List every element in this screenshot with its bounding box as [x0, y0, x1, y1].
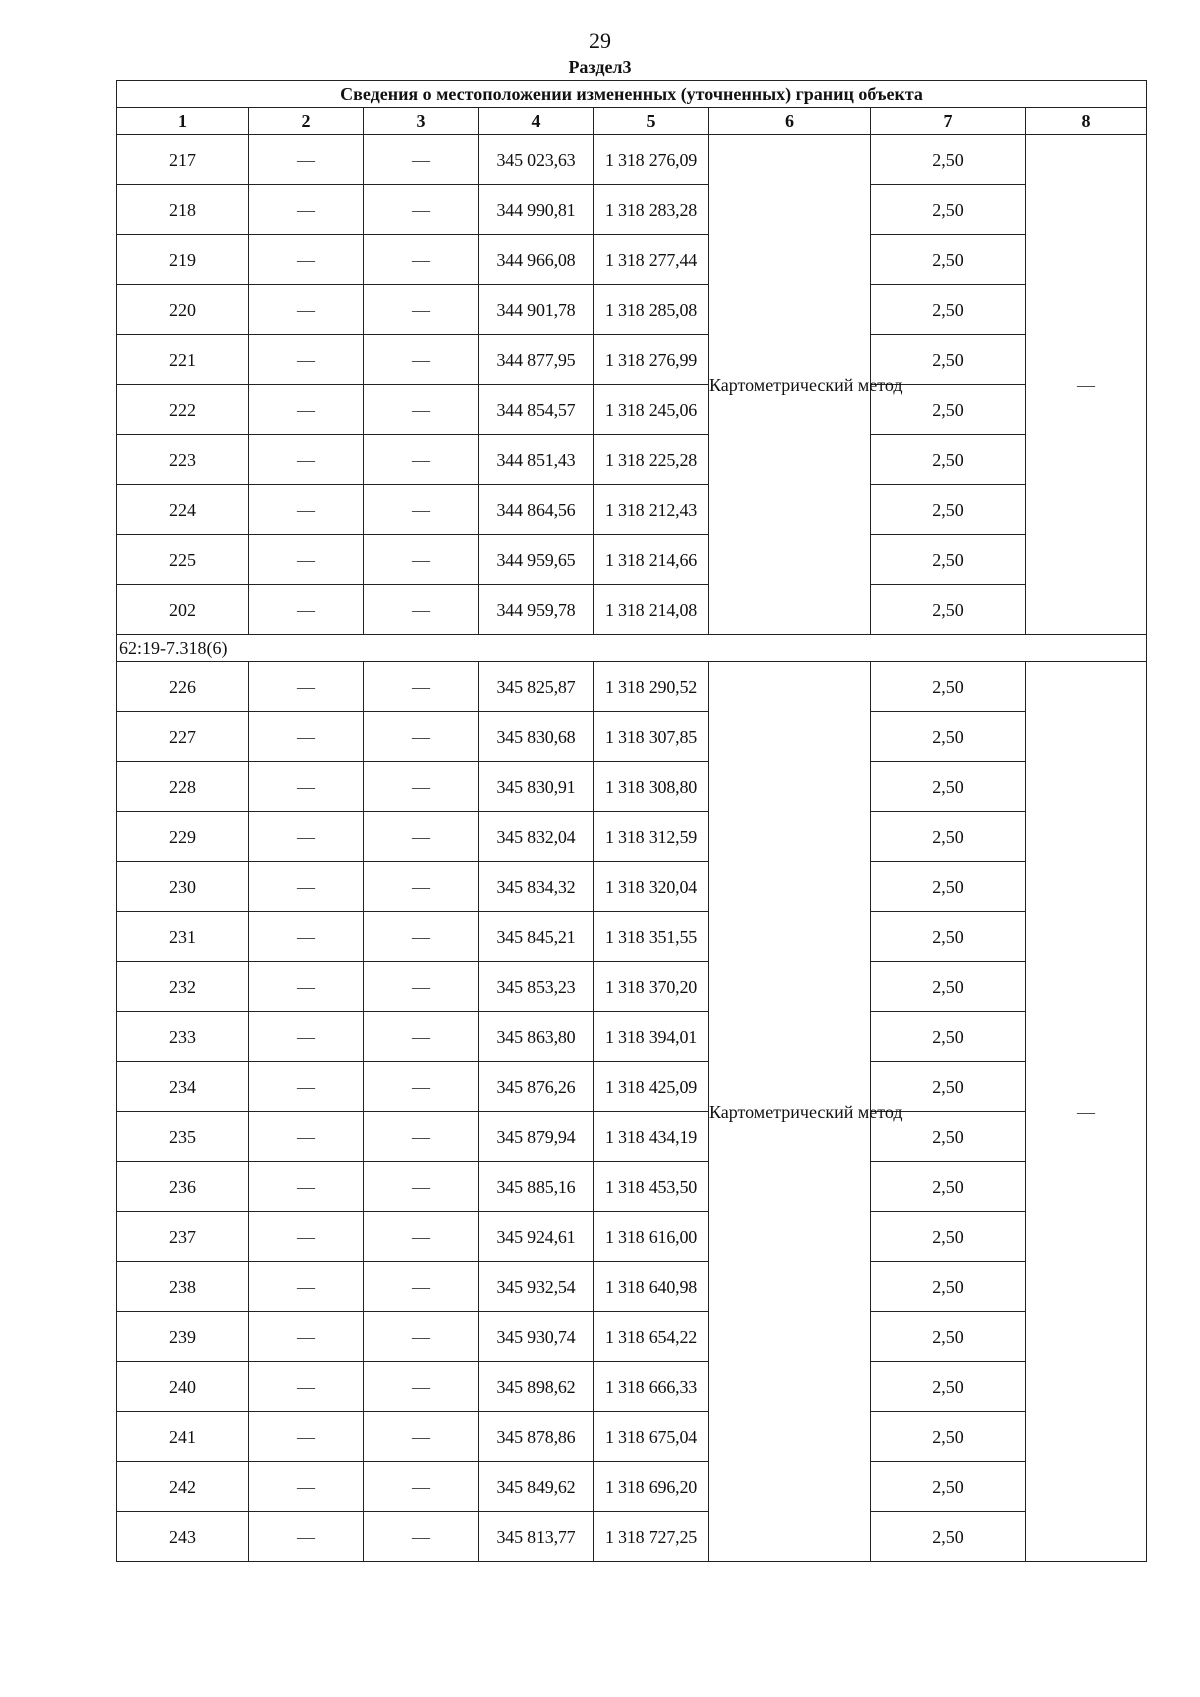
coordinate-y-cell: 1 318 312,59 [594, 812, 709, 862]
table-row [117, 585, 1147, 635]
table-row [117, 1312, 1147, 1362]
coordinate-y-cell: 1 318 245,06 [594, 385, 709, 435]
coordinate-y-cell: 1 318 654,22 [594, 1312, 709, 1362]
accuracy-cell: 2,50 [871, 1262, 1026, 1312]
table-row [117, 862, 1147, 912]
accuracy-cell: 2,50 [871, 1312, 1026, 1362]
column-header: 2 [249, 108, 364, 135]
dash-cell: — [364, 135, 479, 185]
accuracy-cell: 2,50 [871, 962, 1026, 1012]
column-header: 8 [1026, 108, 1147, 135]
point-number-cell: 202 [117, 585, 249, 635]
dash-cell: — [364, 1362, 479, 1412]
accuracy-cell: 2,50 [871, 712, 1026, 762]
method-cell: Картометрический метод [709, 135, 871, 635]
dash-cell: — [249, 1462, 364, 1512]
point-number-cell: 217 [117, 135, 249, 185]
coordinate-y-cell: 1 318 212,43 [594, 485, 709, 535]
table-row [117, 435, 1147, 485]
dash-cell: — [364, 285, 479, 335]
dash-cell: — [364, 185, 479, 235]
table-row [117, 1262, 1147, 1312]
coordinate-x-cell: 344 990,81 [479, 185, 594, 235]
point-number-cell: 227 [117, 712, 249, 762]
coordinate-x-cell: 345 023,63 [479, 135, 594, 185]
point-number-cell: 231 [117, 912, 249, 962]
table-row [117, 1012, 1147, 1062]
coordinate-x-cell: 344 959,65 [479, 535, 594, 585]
coordinate-x-cell: 345 832,04 [479, 812, 594, 862]
accuracy-cell: 2,50 [871, 285, 1026, 335]
column-header: 1 [117, 108, 249, 135]
coordinate-y-cell: 1 318 307,85 [594, 712, 709, 762]
table-row [117, 1162, 1147, 1212]
point-number-cell: 240 [117, 1362, 249, 1412]
dash-cell: — [364, 662, 479, 712]
coordinate-y-cell: 1 318 394,01 [594, 1012, 709, 1062]
column-header: 3 [364, 108, 479, 135]
accuracy-cell: 2,50 [871, 912, 1026, 962]
column-header: 5 [594, 108, 709, 135]
accuracy-cell: 2,50 [871, 585, 1026, 635]
coordinate-y-cell: 1 318 285,08 [594, 285, 709, 335]
coordinate-x-cell: 345 898,62 [479, 1362, 594, 1412]
point-number-cell: 222 [117, 385, 249, 435]
coordinate-y-cell: 1 318 214,66 [594, 535, 709, 585]
coordinate-x-cell: 345 849,62 [479, 1462, 594, 1512]
coordinate-x-cell: 344 864,56 [479, 485, 594, 535]
accuracy-cell: 2,50 [871, 662, 1026, 712]
coordinate-y-cell: 1 318 283,28 [594, 185, 709, 235]
accuracy-cell: 2,50 [871, 1462, 1026, 1512]
coordinate-y-cell: 1 318 225,28 [594, 435, 709, 485]
dash-cell: — [249, 385, 364, 435]
point-number-cell: 232 [117, 962, 249, 1012]
table-row [117, 662, 1147, 712]
coordinate-x-cell: 345 878,86 [479, 1412, 594, 1462]
table-row [117, 762, 1147, 812]
point-number-cell: 225 [117, 535, 249, 585]
table-row [117, 912, 1147, 962]
dash-cell: — [249, 185, 364, 235]
coordinate-x-cell: 345 830,91 [479, 762, 594, 812]
dash-cell: — [249, 1212, 364, 1262]
accuracy-cell: 2,50 [871, 435, 1026, 485]
coordinate-x-cell: 344 851,43 [479, 435, 594, 485]
coordinate-x-cell: 345 932,54 [479, 1262, 594, 1312]
point-number-cell: 219 [117, 235, 249, 285]
dash-cell: — [364, 1312, 479, 1362]
point-number-cell: 230 [117, 862, 249, 912]
point-number-cell: 236 [117, 1162, 249, 1212]
dash-cell: — [364, 1412, 479, 1462]
dash-cell: — [249, 285, 364, 335]
point-number-cell: 243 [117, 1512, 249, 1562]
dash-cell: — [364, 435, 479, 485]
point-number-cell: 242 [117, 1462, 249, 1512]
coordinate-y-cell: 1 318 616,00 [594, 1212, 709, 1262]
point-number-cell: 239 [117, 1312, 249, 1362]
dash-cell: — [249, 335, 364, 385]
dash-cell: — [364, 812, 479, 862]
note-dash-cell: — [1026, 662, 1147, 1562]
accuracy-cell: 2,50 [871, 235, 1026, 285]
coordinate-y-cell: 1 318 370,20 [594, 962, 709, 1012]
coordinate-x-cell: 345 834,32 [479, 862, 594, 912]
dash-cell: — [249, 535, 364, 585]
dash-cell: — [249, 862, 364, 912]
coordinate-x-cell: 345 863,80 [479, 1012, 594, 1062]
dash-cell: — [364, 862, 479, 912]
dash-cell: — [249, 1512, 364, 1562]
coordinate-x-cell: 345 924,61 [479, 1212, 594, 1262]
dash-cell: — [249, 585, 364, 635]
dash-cell: — [364, 912, 479, 962]
dash-cell: — [249, 1412, 364, 1462]
accuracy-cell: 2,50 [871, 535, 1026, 585]
dash-cell: — [364, 335, 479, 385]
dash-cell: — [364, 235, 479, 285]
accuracy-cell: 2,50 [871, 1012, 1026, 1062]
coordinate-y-cell: 1 318 276,09 [594, 135, 709, 185]
table-row [117, 1062, 1147, 1112]
coordinate-y-cell: 1 318 425,09 [594, 1062, 709, 1112]
accuracy-cell: 2,50 [871, 1162, 1026, 1212]
point-number-cell: 218 [117, 185, 249, 235]
coordinate-y-cell: 1 318 453,50 [594, 1162, 709, 1212]
dash-cell: — [364, 962, 479, 1012]
coordinate-y-cell: 1 318 727,25 [594, 1512, 709, 1562]
coordinate-y-cell: 1 318 308,80 [594, 762, 709, 812]
point-number-cell: 241 [117, 1412, 249, 1462]
dash-cell: — [249, 435, 364, 485]
accuracy-cell: 2,50 [871, 762, 1026, 812]
accuracy-cell: 2,50 [871, 1112, 1026, 1162]
table-row [117, 285, 1147, 335]
point-number-cell: 235 [117, 1112, 249, 1162]
dash-cell: — [364, 585, 479, 635]
coordinate-x-cell: 345 885,16 [479, 1162, 594, 1212]
parcel-group-row [117, 635, 1147, 662]
coordinate-y-cell: 1 318 214,08 [594, 585, 709, 635]
coordinate-x-cell: 344 901,78 [479, 285, 594, 335]
dash-cell: — [364, 1112, 479, 1162]
coordinate-y-cell: 1 318 434,19 [594, 1112, 709, 1162]
table-row [117, 1512, 1147, 1562]
table-row [117, 812, 1147, 862]
section-title: Раздел3 [568, 57, 632, 77]
point-number-cell: 237 [117, 1212, 249, 1262]
point-number-cell: 228 [117, 762, 249, 812]
point-number-cell: 229 [117, 812, 249, 862]
coordinate-y-cell: 1 318 320,04 [594, 862, 709, 912]
dash-cell: — [364, 1062, 479, 1112]
dash-cell: — [249, 962, 364, 1012]
dash-cell: — [249, 235, 364, 285]
coordinate-y-cell: 1 318 640,98 [594, 1262, 709, 1312]
dash-cell: — [364, 1162, 479, 1212]
accuracy-cell: 2,50 [871, 862, 1026, 912]
dash-cell: — [249, 1012, 364, 1062]
coordinate-y-cell: 1 318 277,44 [594, 235, 709, 285]
point-number-cell: 238 [117, 1262, 249, 1312]
dash-cell: — [364, 1262, 479, 1312]
table-row [117, 1412, 1147, 1462]
dash-cell: — [249, 812, 364, 862]
table-row [117, 712, 1147, 762]
coordinate-x-cell: 345 930,74 [479, 1312, 594, 1362]
coordinate-x-cell: 344 877,95 [479, 335, 594, 385]
point-number-cell: 234 [117, 1062, 249, 1112]
coordinate-x-cell: 345 853,23 [479, 962, 594, 1012]
coordinate-x-cell: 344 966,08 [479, 235, 594, 285]
coordinate-y-cell: 1 318 351,55 [594, 912, 709, 962]
dash-cell: — [364, 485, 479, 535]
dash-cell: — [364, 712, 479, 762]
accuracy-cell: 2,50 [871, 812, 1026, 862]
note-dash-cell: — [1026, 135, 1147, 635]
table-row [117, 385, 1147, 435]
coordinate-x-cell: 344 854,57 [479, 385, 594, 435]
coordinate-y-cell: 1 318 696,20 [594, 1462, 709, 1512]
accuracy-cell: 2,50 [871, 185, 1026, 235]
accuracy-cell: 2,50 [871, 1512, 1026, 1562]
dash-cell: — [364, 762, 479, 812]
table-row [117, 1462, 1147, 1512]
dash-cell: — [249, 662, 364, 712]
coordinate-x-cell: 345 845,21 [479, 912, 594, 962]
coordinate-y-cell: 1 318 276,99 [594, 335, 709, 385]
table-row [117, 335, 1147, 385]
table-row [117, 1362, 1147, 1412]
coordinate-x-cell: 345 830,68 [479, 712, 594, 762]
page-number: 29 [589, 28, 611, 53]
accuracy-cell: 2,50 [871, 1212, 1026, 1262]
coordinate-x-cell: 344 959,78 [479, 585, 594, 635]
dash-cell: — [249, 762, 364, 812]
column-header: 6 [709, 108, 871, 135]
column-header: 7 [871, 108, 1026, 135]
point-number-cell: 226 [117, 662, 249, 712]
accuracy-cell: 2,50 [871, 135, 1026, 185]
accuracy-cell: 2,50 [871, 1362, 1026, 1412]
point-number-cell: 221 [117, 335, 249, 385]
dash-cell: — [364, 535, 479, 585]
coordinate-y-cell: 1 318 666,33 [594, 1362, 709, 1412]
dash-cell: — [364, 1012, 479, 1062]
accuracy-cell: 2,50 [871, 1062, 1026, 1112]
accuracy-cell: 2,50 [871, 335, 1026, 385]
accuracy-cell: 2,50 [871, 1412, 1026, 1462]
point-number-cell: 223 [117, 435, 249, 485]
accuracy-cell: 2,50 [871, 385, 1026, 435]
point-number-cell: 220 [117, 285, 249, 335]
table-row [117, 185, 1147, 235]
table-row [117, 535, 1147, 585]
dash-cell: — [249, 1112, 364, 1162]
coordinate-x-cell: 345 813,77 [479, 1512, 594, 1562]
table-row [117, 962, 1147, 1012]
coordinate-x-cell: 345 879,94 [479, 1112, 594, 1162]
dash-cell: — [249, 1062, 364, 1112]
coordinate-y-cell: 1 318 675,04 [594, 1412, 709, 1462]
point-number-cell: 233 [117, 1012, 249, 1062]
coordinate-x-cell: 345 876,26 [479, 1062, 594, 1112]
boundary-table [116, 80, 1147, 1562]
table-row [117, 235, 1147, 285]
coordinate-x-cell: 345 825,87 [479, 662, 594, 712]
dash-cell: — [249, 1162, 364, 1212]
point-number-cell: 224 [117, 485, 249, 535]
dash-cell: — [364, 1512, 479, 1562]
column-header: 4 [479, 108, 594, 135]
column-header-row [117, 108, 1147, 135]
coordinate-y-cell: 1 318 290,52 [594, 662, 709, 712]
dash-cell: — [249, 1312, 364, 1362]
dash-cell: — [249, 1362, 364, 1412]
dash-cell: — [249, 485, 364, 535]
table-row [117, 135, 1147, 185]
table-row [117, 1112, 1147, 1162]
dash-cell: — [249, 712, 364, 762]
table-row [117, 1212, 1147, 1262]
method-cell: Картометрический метод [709, 662, 871, 1562]
dash-cell: — [364, 1462, 479, 1512]
dash-cell: — [249, 1262, 364, 1312]
table-caption: Сведения о местоположении измененных (уточненных) границ объекта [117, 81, 1147, 108]
table-caption-row [117, 81, 1147, 108]
dash-cell: — [364, 385, 479, 435]
dash-cell: — [249, 135, 364, 185]
table-row [117, 485, 1147, 535]
parcel-number-label: 62:19-7.318(6) [117, 635, 1147, 662]
dash-cell: — [364, 1212, 479, 1262]
dash-cell: — [249, 912, 364, 962]
accuracy-cell: 2,50 [871, 485, 1026, 535]
